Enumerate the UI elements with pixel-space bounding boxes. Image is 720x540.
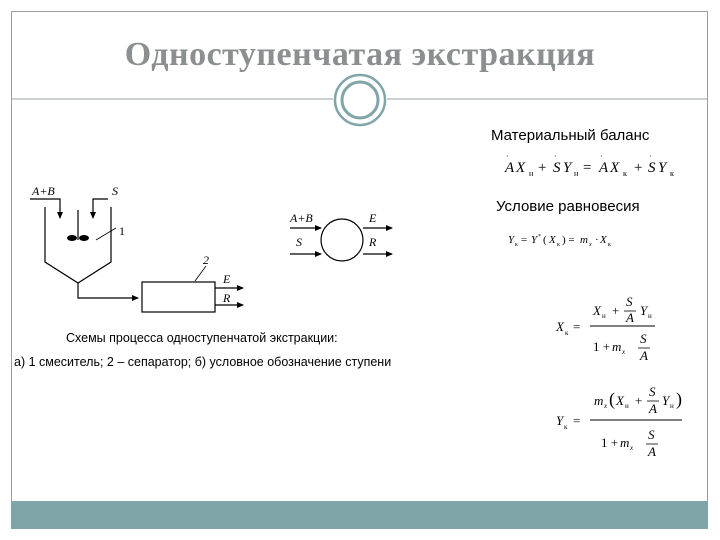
- svg-text:·: ·: [649, 152, 652, 161]
- equilibrium-formula: [508, 234, 611, 248]
- svg-text:S: S: [648, 160, 656, 176]
- svg-text:A: A: [626, 310, 634, 325]
- material-balance-formula: [504, 152, 674, 178]
- svg-text:S: S: [640, 331, 647, 346]
- svg-text:н: н: [574, 169, 579, 178]
- footer-band: [11, 501, 708, 529]
- svg-text:A: A: [505, 160, 515, 176]
- svg-text:A: A: [599, 160, 609, 176]
- equilibrium-label: Условие равновесия: [496, 198, 640, 215]
- svg-text:m: m: [620, 435, 630, 450]
- svg-text:X: X: [593, 303, 601, 318]
- feed-label: A+B: [32, 184, 55, 198]
- svg-text:·: ·: [506, 152, 509, 161]
- svg-text:Y: Y: [658, 160, 667, 176]
- svg-text:+: +: [634, 160, 643, 176]
- mixer-number: 1: [119, 224, 125, 238]
- svg-text:X: X: [556, 319, 564, 334]
- svg-text:+: +: [538, 160, 547, 176]
- stage-raffinate-label: R: [369, 235, 377, 249]
- raffinate-label: R: [223, 291, 231, 305]
- svg-text:н: н: [602, 312, 606, 320]
- svg-text:=: =: [583, 160, 592, 176]
- svg-text:н: н: [670, 402, 674, 410]
- svg-text:к: к: [515, 242, 518, 248]
- figure-caption-line2: а) 1 смеситель; 2 – сепаратор; б) условное обозначение ступени: [14, 355, 392, 369]
- svg-text:S: S: [553, 160, 561, 176]
- svg-text:·: ·: [600, 152, 603, 161]
- svg-text:н: н: [529, 169, 534, 178]
- svg-text:X: X: [549, 234, 556, 246]
- svg-text:н: н: [648, 312, 652, 320]
- svg-text:A: A: [648, 444, 656, 459]
- svg-text:к: к: [557, 242, 560, 248]
- svg-text:к: к: [565, 329, 569, 337]
- svg-text:*: *: [538, 234, 541, 240]
- solvent-label: S: [112, 184, 118, 198]
- svg-text:X: X: [600, 234, 607, 246]
- svg-text:Y: Y: [640, 303, 648, 318]
- svg-text:+: +: [612, 303, 620, 318]
- extract-label: E: [223, 272, 231, 286]
- stage-feed-label: A+B: [290, 211, 313, 225]
- stage-solvent-label: S: [296, 235, 302, 249]
- svg-text:·: ·: [554, 152, 557, 161]
- svg-text:m: m: [612, 339, 622, 354]
- svg-text:Y: Y: [531, 234, 538, 246]
- svg-text:) =: ) =: [562, 234, 575, 246]
- svg-text:1 +: 1 +: [593, 339, 611, 354]
- svg-text:к: к: [623, 169, 627, 178]
- svg-text:A: A: [640, 348, 648, 363]
- svg-text:=: =: [573, 319, 581, 334]
- svg-text:к: к: [608, 242, 611, 248]
- svg-text:m: m: [580, 234, 588, 246]
- stage-extract-label: E: [369, 211, 377, 225]
- svg-text:1 +: 1 +: [601, 435, 619, 450]
- svg-text:A: A: [649, 401, 657, 416]
- svg-text:Y: Y: [662, 393, 670, 408]
- svg-text:X: X: [610, 160, 620, 176]
- svg-text:+: +: [635, 393, 643, 408]
- material-balance-label: Материальный баланс: [491, 127, 650, 144]
- svg-text:x: x: [630, 444, 634, 452]
- svg-text:(: (: [609, 389, 615, 409]
- svg-text:·: ·: [595, 234, 599, 246]
- figure-caption-line1: Схемы процесса одноступенчатой экстракции:: [66, 331, 338, 345]
- svg-text:Y: Y: [563, 160, 572, 176]
- svg-text:x: x: [622, 348, 626, 356]
- svg-text:Y: Y: [508, 234, 515, 246]
- svg-text:Y: Y: [556, 413, 564, 428]
- svg-text:): ): [676, 389, 682, 409]
- svg-text:к: к: [564, 423, 568, 431]
- yk-formula: [556, 384, 682, 459]
- svg-text:S: S: [626, 294, 633, 309]
- svg-text:m: m: [594, 393, 604, 408]
- separator-number: 2: [203, 253, 209, 267]
- svg-text:X: X: [516, 160, 526, 176]
- slide-title: Одноступенчатая экстракция: [124, 36, 596, 73]
- svg-text:S: S: [649, 384, 656, 399]
- svg-text:X: X: [616, 393, 624, 408]
- svg-text:S: S: [648, 427, 655, 442]
- svg-text:x: x: [604, 402, 608, 410]
- svg-text:=: =: [521, 234, 528, 246]
- svg-text:x: x: [589, 242, 592, 248]
- svg-text:н: н: [625, 402, 629, 410]
- svg-text:(: (: [543, 234, 547, 246]
- svg-text:=: =: [573, 413, 581, 428]
- xk-formula: [555, 294, 655, 363]
- svg-text:к: к: [670, 169, 674, 178]
